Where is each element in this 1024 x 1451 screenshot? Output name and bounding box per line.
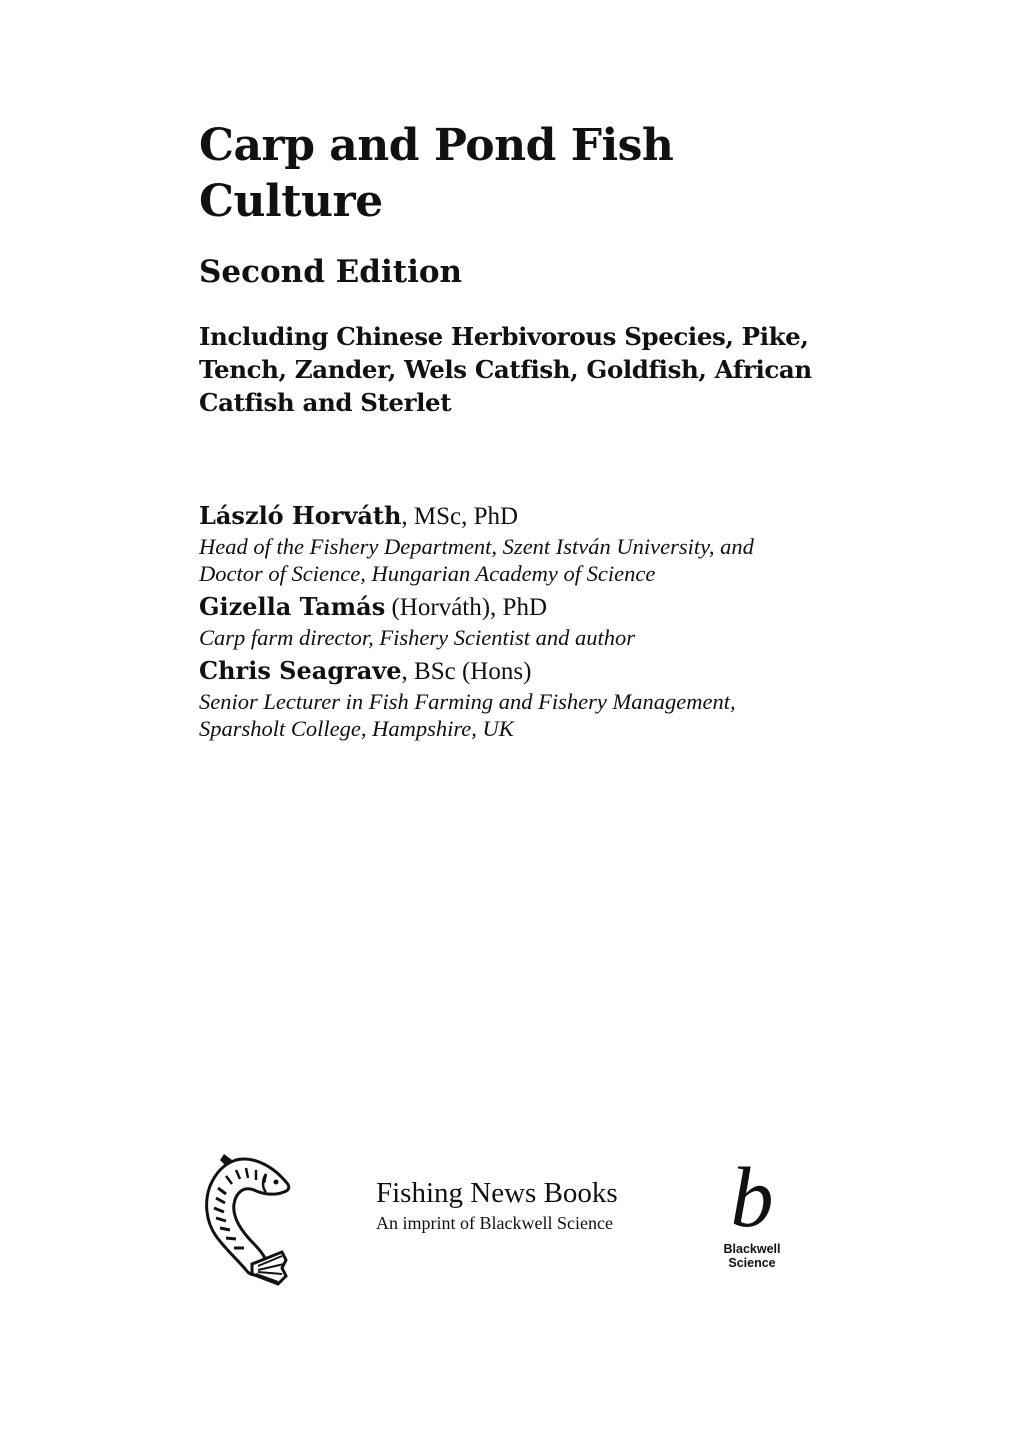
- author-credentials: (Horváth), PhD: [385, 594, 548, 621]
- affiliation-line: Head of the Fishery Department, Szent István University, and: [199, 534, 754, 559]
- author-credentials: , MSc, PhD: [401, 503, 519, 530]
- author-affiliation: [199, 624, 899, 651]
- blackwell-logo: [716, 1149, 788, 1270]
- publisher-imprint: [376, 1176, 618, 1236]
- subtitle-line-1: Including Chinese Herbivorous Species, Pike,: [199, 322, 809, 351]
- edition: Second Edition: [199, 254, 463, 290]
- affiliation-line: Doctor of Science, Hungarian Academy of Science: [199, 561, 656, 586]
- subtitle-line-3: Catfish and Sterlet: [199, 388, 452, 417]
- affiliation-line: Carp farm director, Fishery Scientist and author: [199, 625, 636, 650]
- subtitle-line-2: Tench, Zander, Wels Catfish, Goldfish, African: [199, 355, 812, 384]
- author-name: Gizella Tamás: [199, 592, 386, 621]
- author-entry: [199, 591, 899, 651]
- author-list: [199, 500, 899, 746]
- author-entry: [199, 655, 899, 742]
- fish-icon: [196, 1152, 296, 1286]
- author-name: László Horváth: [199, 501, 402, 530]
- blackwell-logo-letter: b: [730, 1149, 774, 1245]
- author-affiliation: [199, 533, 899, 587]
- author-entry: [199, 500, 899, 587]
- author-name: Chris Seagrave: [199, 656, 402, 685]
- author-affiliation: [199, 688, 899, 742]
- book-title: [199, 118, 673, 230]
- author-credentials: , BSc (Hons): [401, 658, 532, 685]
- blackwell-logo-line-1: Blackwell: [723, 1242, 781, 1256]
- affiliation-line: Senior Lecturer in Fish Farming and Fishery Management,: [199, 689, 736, 714]
- imprint-subtitle: An imprint of Blackwell Science: [376, 1213, 613, 1233]
- affiliation-line: Sparsholt College, Hampshire, UK: [199, 716, 514, 741]
- blackwell-logo-line-2: Science: [728, 1256, 776, 1270]
- title-line-2: Culture: [199, 176, 383, 227]
- imprint-name: Fishing News Books: [376, 1177, 618, 1209]
- title-line-1: Carp and Pond Fish: [199, 120, 674, 171]
- subtitle: [199, 320, 879, 419]
